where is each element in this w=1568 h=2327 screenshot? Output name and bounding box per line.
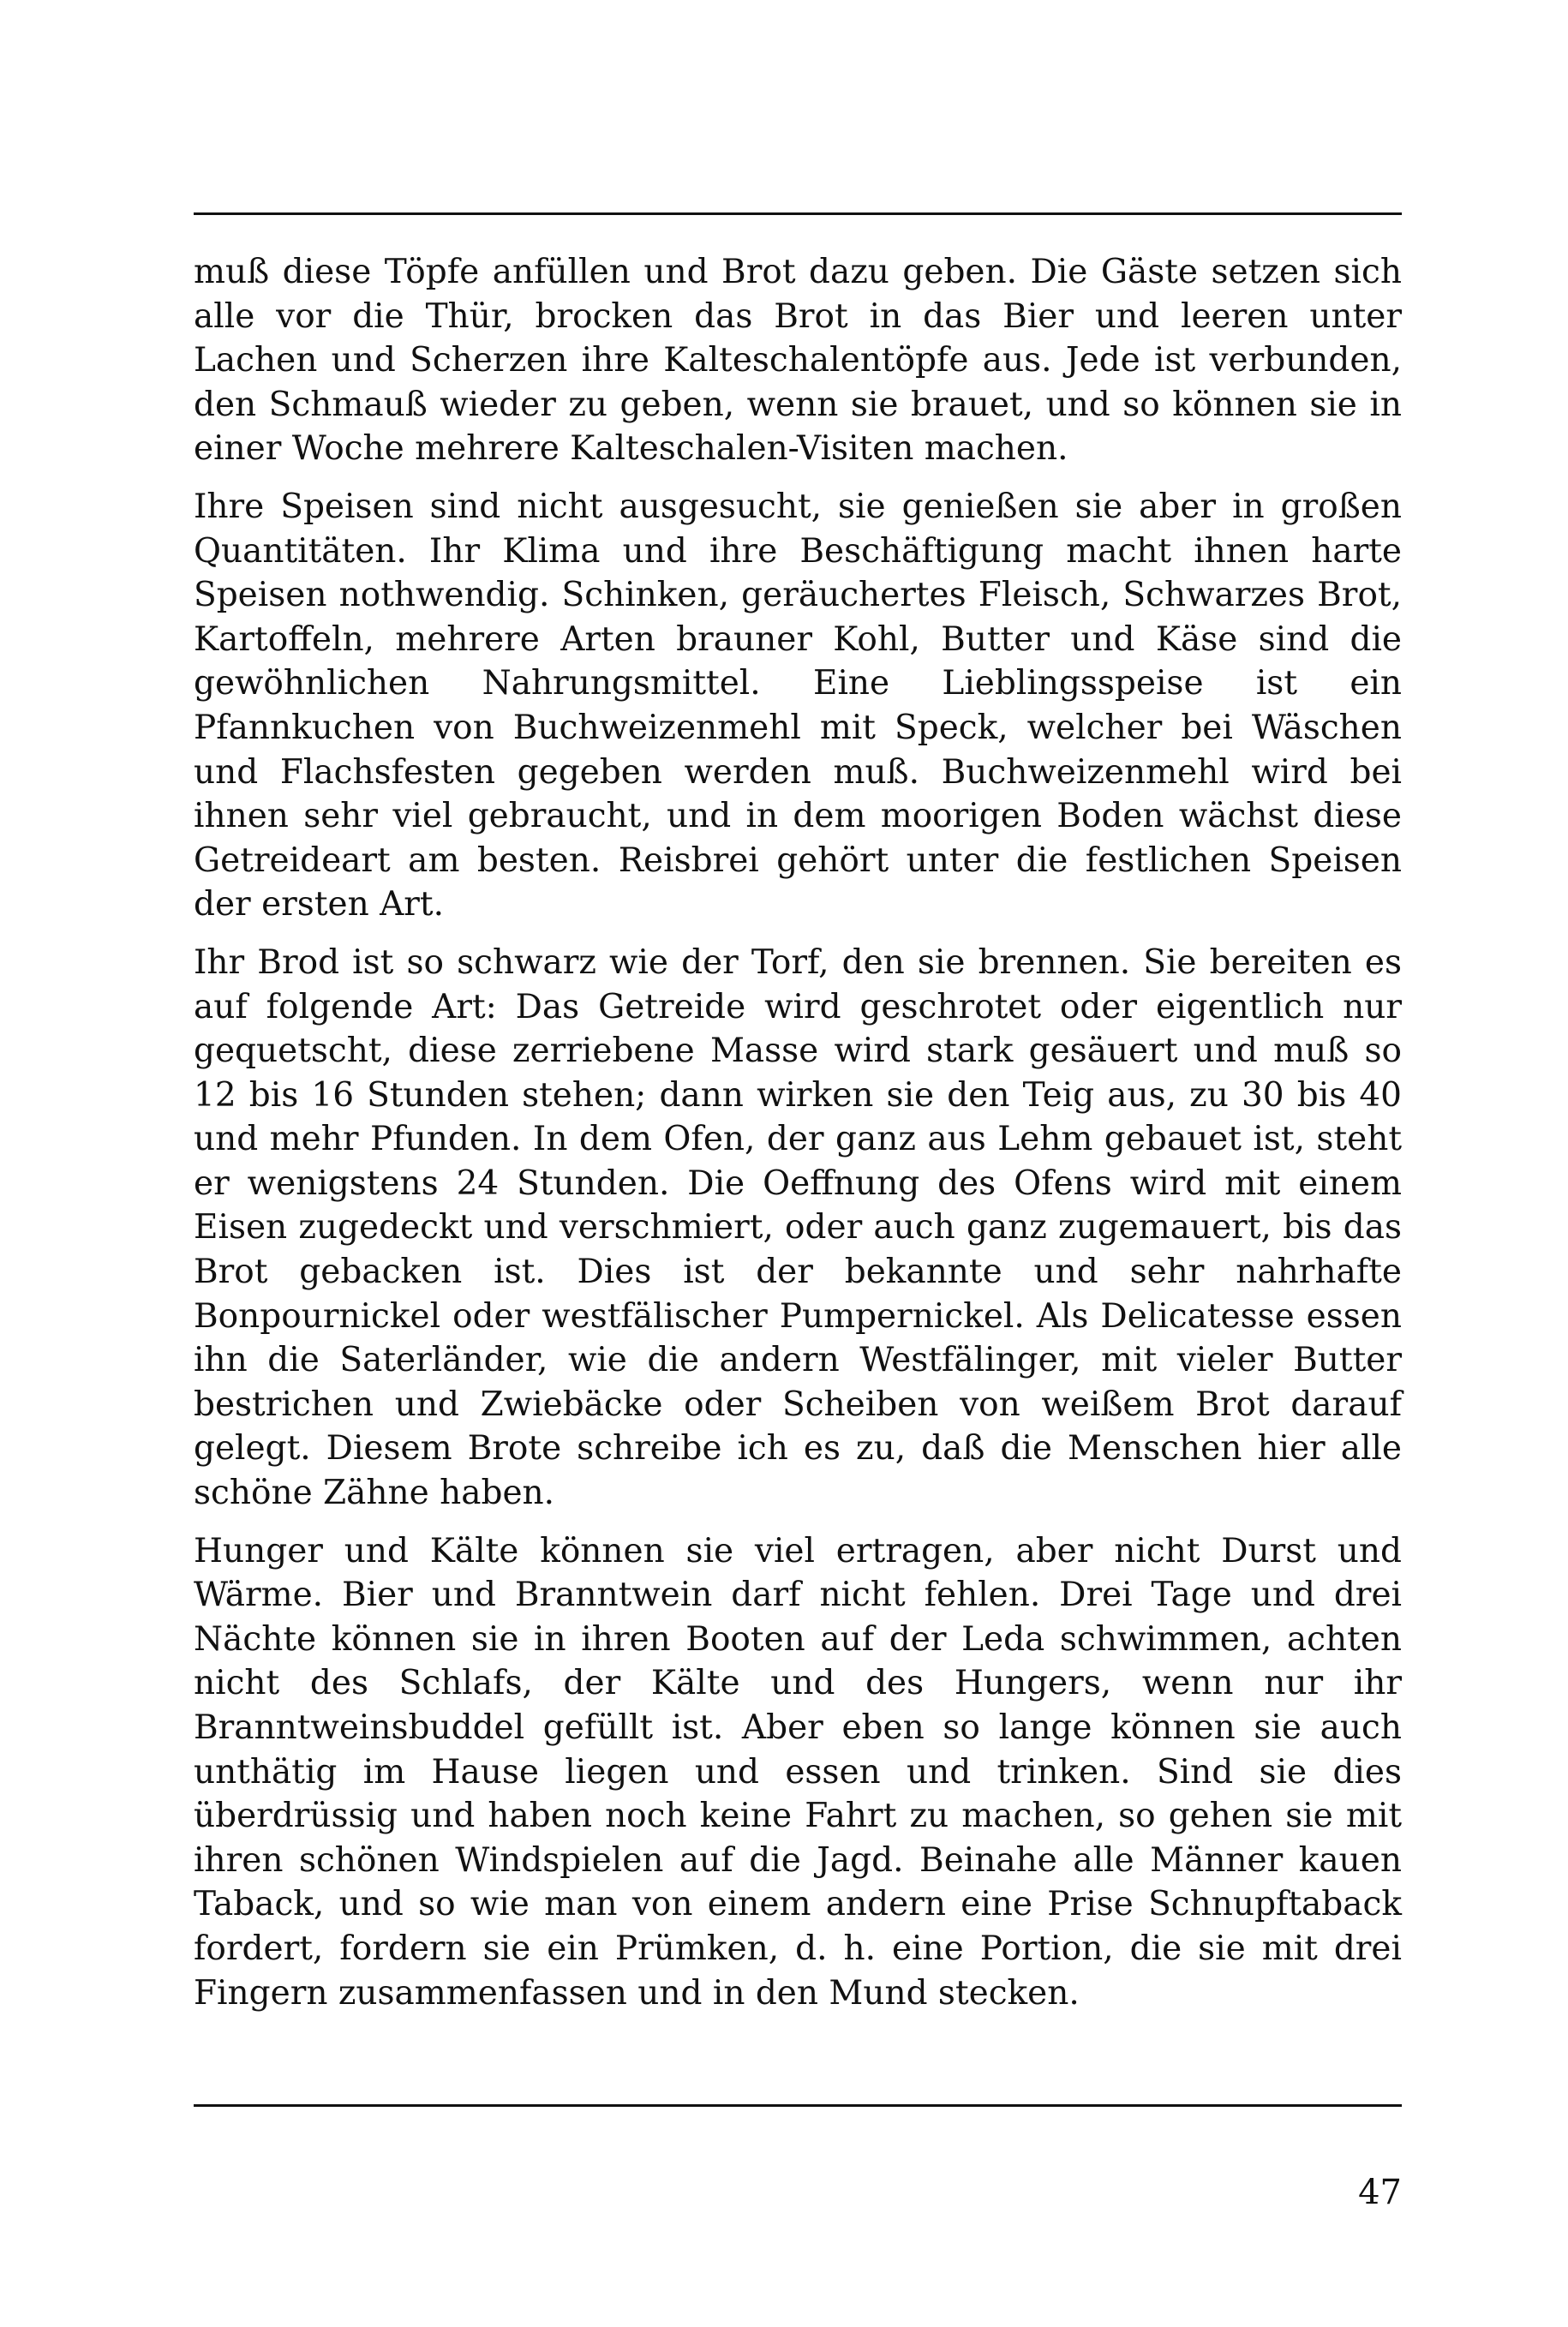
top-rule xyxy=(194,212,1402,215)
paragraph: Ihr Brod ist so schwarz wie der Torf, den sie brennen. Sie bereiten es auf folgende Art: Das Getreide wird geschrotet oder eigentlich nur gequetscht, diese zerriebene Masse wird stark gesäuert und muß so 12 bis 16 Stunden stehen; dann wirken sie den Teig aus, zu 30 bis 40 und mehr Pfunden. In dem Ofen, der ganz aus Lehm gebauet ist, steht er wenigstens 24 Stunden. Die Oeffnung des Ofens wird mit einem Eisen zugedeckt und verschmiert, oder auch ganz zugemauert, bis das Brot gebacken ist. Dies ist der bekannte und sehr nahrhafte Bonpournickel oder westfälischer Pumpernickel. Als Delicatesse essen ihn die Saterländer, wie die andern Westfälinger, mit vieler Butter bestrichen und Zwiebäcke oder Scheiben von weißem Brot darauf gelegt. Diesem Brote schreibe ich es zu, daß die Menschen hier alle schöne Zähne haben. xyxy=(194,942,1402,1513)
page-body xyxy=(194,250,1402,2015)
paragraph: muß diese Töpfe anfüllen und Brot dazu geben. Die Gäste setzen sich alle vor die Thür, brocken das Brot in das Bier und leeren unter Lachen und Scherzen ihre Kalteschalentöpfe aus. Jede ist verbunden, den Schmauß wieder zu geben, wenn sie brauet, und so können sie in einer Woche mehrere Kalteschalen-Visiten machen. xyxy=(194,253,1402,469)
paragraph: Hunger und Kälte können sie viel ertragen, aber nicht Durst und Wärme. Bier und Branntwein darf nicht fehlen. Drei Tage und drei Nächte können sie in ihren Booten auf der Leda schwimmen, achten nicht des Schlafs, der Kälte und des Hungers, wenn nur ihr Branntweinsbuddel gefüllt ist. Aber eben so lange können sie auch unthätig im Hause liegen und essen und trinken. Sind sie dies überdrüssig und haben noch keine Fahrt zu machen, so gehen sie mit ihren schönen Windspielen auf die Jagd. Beinahe alle Männer kauen Taback, und so wie man von einem andern eine Prise Schnupftaback fordert, fordern sie ein Prümken, d. h. eine Portion, die sie mit drei Fingern zusammenfassen und in den Mund stecken. xyxy=(194,1531,1402,2013)
paragraph: Ihre Speisen sind nicht ausgesucht, sie genießen sie aber in großen Quantitäten. Ihr Klima und ihre Beschäftigung macht ihnen harte Speisen nothwendig. Schinken, geräuchertes Fleisch, Schwarzes Brot, Kartoffeln, mehrere Arten brauner Kohl, Butter und Käse sind die gewöhnlichen Nahrungsmittel. Eine Lieblingsspeise ist ein Pfannkuchen von Buchweizenmehl mit Speck, welcher bei Wäschen und Flachsfesten gegeben werden muß. Buchweizenmehl wird bei ihnen sehr viel gebraucht, und in dem moorigen Boden wächst diese Getreideart am besten. Reisbrei gehört unter die festlichen Speisen der ersten Art. xyxy=(194,487,1402,924)
bottom-rule xyxy=(194,2104,1402,2107)
page-number: 47 xyxy=(1358,2173,1402,2212)
